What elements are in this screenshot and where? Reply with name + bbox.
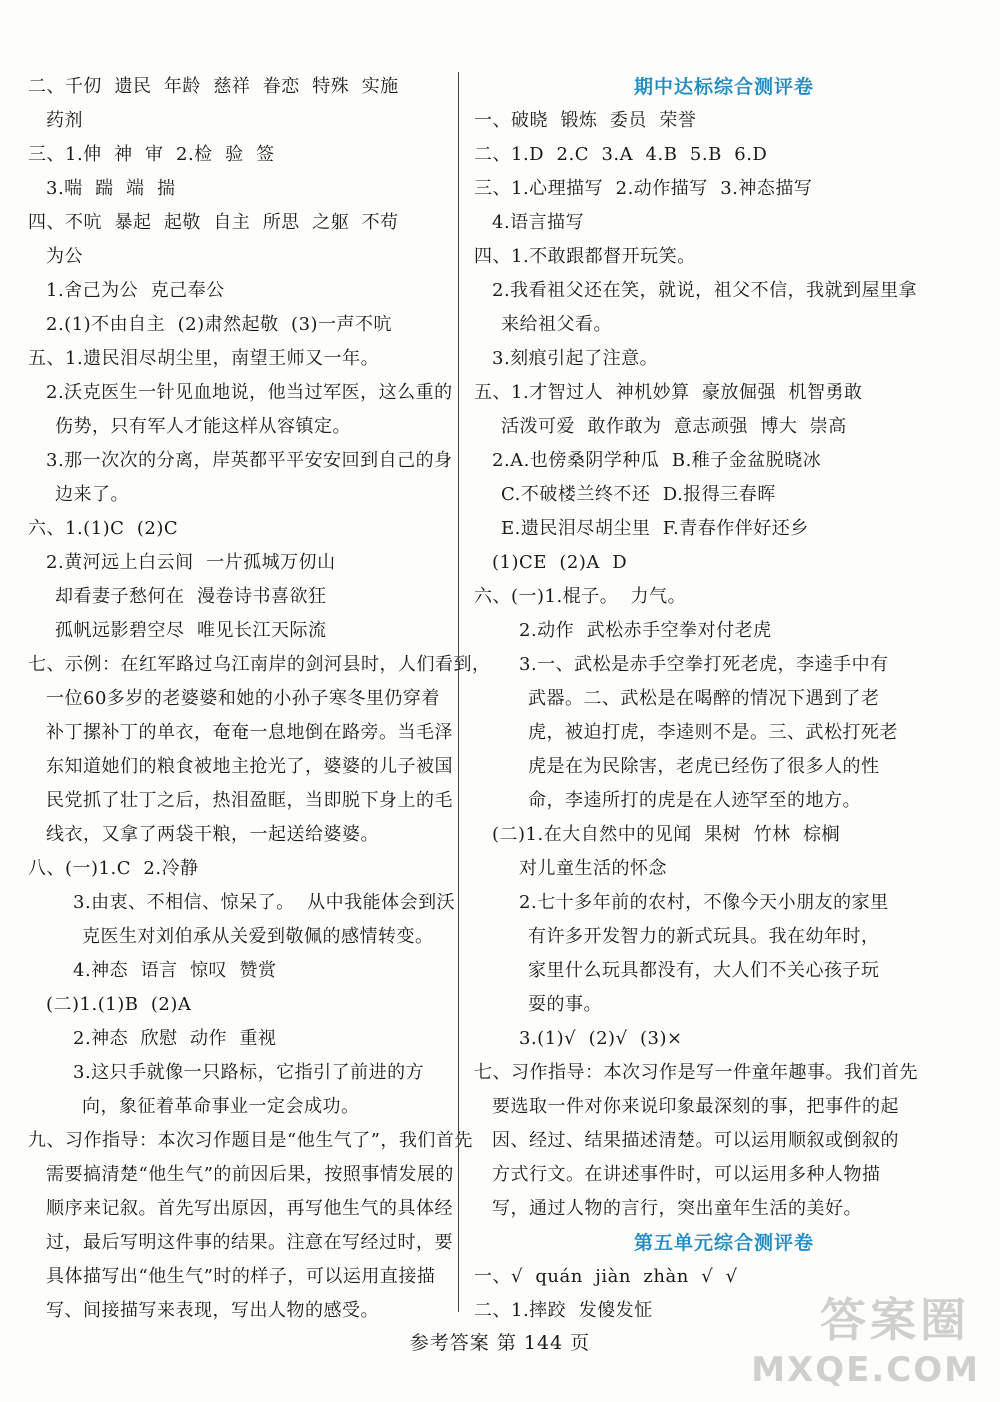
answer-line: 写、间接描写来表现，写出人物的感受。 — [46, 1300, 379, 1321]
answer-line: 虎，被迫打虎，李逵则不是。三、武松打死老 — [528, 722, 898, 743]
answer-line: 3.那一次次的分离，岸英都平平安安回到自己的身 — [46, 450, 453, 471]
answer-line: 4.语言描写 — [492, 212, 585, 233]
answer-line: 需要搞清楚“他生气”的前因后果，按照事情发展的 — [46, 1164, 454, 1185]
answer-line: 孤帆远影碧空尽 唯见长江天际流 — [55, 620, 327, 641]
watermark-text-cn: 答案圈 — [820, 1293, 970, 1347]
answer-line: 八、(一)1.C 2.冷静 — [28, 858, 199, 879]
answer-line: 五、1.才智过人 神机妙算 豪放倔强 机智勇敢 — [474, 382, 863, 403]
answer-line: 顺序来记叙。首先写出原因，再写他生气的具体经 — [46, 1198, 453, 1219]
answer-line: 3.刻痕引起了注意。 — [492, 348, 659, 369]
answer-line: 武器。二、武松是在喝醉的情况下遇到了老 — [528, 688, 880, 709]
watermark-text-en: MXQE.COM — [751, 1350, 980, 1390]
answer-line: E.遗民泪尽胡尘里 F.青春作伴好还乡 — [501, 518, 809, 539]
answer-line: 克医生对刘伯承从关爱到敬佩的感情转变。 — [82, 926, 434, 947]
answer-line: (1)CE (2)A D — [492, 552, 628, 573]
answer-line: 4.神态 语言 惊叹 赞赏 — [73, 960, 277, 981]
answer-line: 伤势，只有军人才能这样从容镇定。 — [55, 416, 351, 437]
answer-line: 3.由衷、不相信、惊呆了。 从中我能体会到沃 — [73, 892, 456, 913]
watermark — [750, 1284, 990, 1394]
answer-line: 1.舍己为公 克己奉公 — [46, 280, 225, 301]
answer-line: C.不破楼兰终不还 D.报得三春晖 — [501, 484, 776, 505]
answer-line: 因、经过、结果描述清楚。可以运用顺叙或倒叙的 — [492, 1130, 899, 1151]
answer-line: 具体描写出“他生气”时的样子，可以运用直接描 — [46, 1266, 436, 1287]
answer-line: 却看妻子愁何在 漫卷诗书喜欲狂 — [55, 586, 327, 607]
answer-line: 一位60多岁的老婆婆和她的小孙子寒冬里仍穿着 — [46, 688, 440, 709]
answer-line: 线衣，又拿了两袋干粮，一起送给婆婆。 — [46, 824, 379, 845]
answer-line: 写，通过人物的言行，突出童年生活的美好。 — [492, 1198, 862, 1219]
section-title: 第五单元综合测评卷 — [633, 1232, 814, 1254]
answer-line: 要选取一件对你来说印象最深刻的事，把事件的起 — [492, 1096, 899, 1117]
left-column — [28, 70, 491, 1328]
answer-line: 三、1.伸 神 审 2.检 验 签 — [28, 144, 275, 165]
column-divider — [458, 72, 459, 1312]
answer-line: 四、不吭 暴起 起敬 自主 所思 之躯 不苟 — [28, 212, 399, 233]
answer-line: 过，最后写明这件事的结果。注意在写经过时，要 — [46, 1232, 453, 1253]
answer-line: 2.黄河远上白云间 一片孤城万仞山 — [46, 552, 336, 573]
answer-line: 2.我看祖父还在笑，就说，祖父不信，我就到屋里拿 — [492, 280, 918, 301]
answer-line: 边来了。 — [55, 484, 129, 505]
answer-line: 四、1.不敢跟都督开玩笑。 — [474, 246, 696, 267]
answer-line: 一、破晓 锻炼 委员 荣誉 — [474, 110, 697, 131]
answer-line: 向，象征着革命事业一定会成功。 — [82, 1096, 360, 1117]
answer-line: 补丁摞补丁的单衣，奄奄一息地倒在路旁。当毛泽 — [46, 722, 453, 743]
answer-line: (二)1.(1)B (2)A — [46, 994, 192, 1015]
answer-line: 2.沃克医生一针见血地说，他当过军医，这么重的 — [46, 382, 453, 403]
answer-line: 二、1.D 2.C 3.A 4.B 5.B 6.D — [474, 144, 768, 165]
answer-line: 三、1.心理描写 2.动作描写 3.神态描写 — [474, 178, 813, 199]
answer-line: 虎是在为民除害，老虎已经伤了很多人的性 — [528, 756, 880, 777]
answer-line: 一、√ quán jiàn zhàn √ √ — [474, 1266, 738, 1287]
answer-line: 为公 — [46, 246, 83, 267]
answer-line: 七、习作指导：本次习作是写一件童年趣事。我们首先 — [474, 1062, 918, 1083]
answer-line: 3.这只手就像一只路标，它指引了前进的方 — [73, 1062, 425, 1083]
page-footer: 参考答案 第 144 页 — [409, 1332, 591, 1354]
answer-line: 有许多开发智力的新式玩具。我在幼年时， — [528, 926, 880, 947]
section-title: 期中达标综合测评卷 — [633, 76, 814, 98]
answer-line: 2.动作 武松赤手空拳对付老虎 — [519, 620, 772, 641]
answer-line: 六、1.(1)C (2)C — [28, 518, 179, 539]
answer-line: 命，李逵所打的虎是在人迹罕至的地方。 — [528, 790, 861, 811]
answer-line: 来给祖父看。 — [501, 314, 612, 335]
answer-line: 2.七十多年前的农村，不像今天小朋友的家里 — [519, 892, 889, 913]
answer-line: 3.(1)√ (2)√ (3)× — [519, 1028, 683, 1049]
answer-line: 二、千仞 遗民 年龄 慈祥 眷恋 特殊 实施 — [28, 76, 399, 97]
answer-line: 六、(一)1.棍子。 力气。 — [474, 586, 687, 607]
answer-line: 3.一、武松是赤手空拳打死老虎，李逵手中有 — [519, 654, 889, 675]
answer-line: 2.A.也傍桑阴学种瓜 B.稚子金盆脱晓冰 — [492, 450, 822, 471]
answer-line: 对儿童生活的怀念 — [519, 858, 667, 879]
right-column — [474, 70, 974, 1328]
answer-line: 2.(1)不由自主 (2)肃然起敬 (3)一声不吭 — [46, 314, 393, 335]
answer-line: 2.神态 欣慰 动作 重视 — [73, 1028, 277, 1049]
answer-line: (二)1.在大自然中的见闻 果树 竹林 棕榈 — [492, 824, 841, 845]
answer-line: 七、示例：在红军路过乌江南岸的剑河县时，人们看到， — [28, 654, 491, 675]
answer-line: 耍的事。 — [528, 994, 602, 1015]
answer-line: 东知道她们的粮食被地主抢光了，婆婆的儿子被国 — [46, 756, 453, 777]
answer-line: 3.喘 踹 端 揣 — [46, 178, 176, 199]
answer-line: 活泼可爱 敢作敢为 意志顽强 博大 崇高 — [501, 416, 847, 437]
answer-line: 家里什么玩具都没有，大人们不关心孩子玩 — [528, 960, 880, 981]
answer-line: 二、1.摔跤 发傻发怔 — [474, 1300, 653, 1321]
answer-line: 方式行文。在讲述事件时，可以运用多种人物描 — [492, 1164, 881, 1185]
answer-line: 民党抓了壮丁之后，热泪盈眶，当即脱下身上的毛 — [46, 790, 453, 811]
answer-line: 药剂 — [46, 110, 83, 131]
answer-line: 九、习作指导：本次习作题目是“他生气了”，我们首先 — [28, 1130, 473, 1151]
answer-line: 五、1.遗民泪尽胡尘里，南望王师又一年。 — [28, 348, 380, 369]
